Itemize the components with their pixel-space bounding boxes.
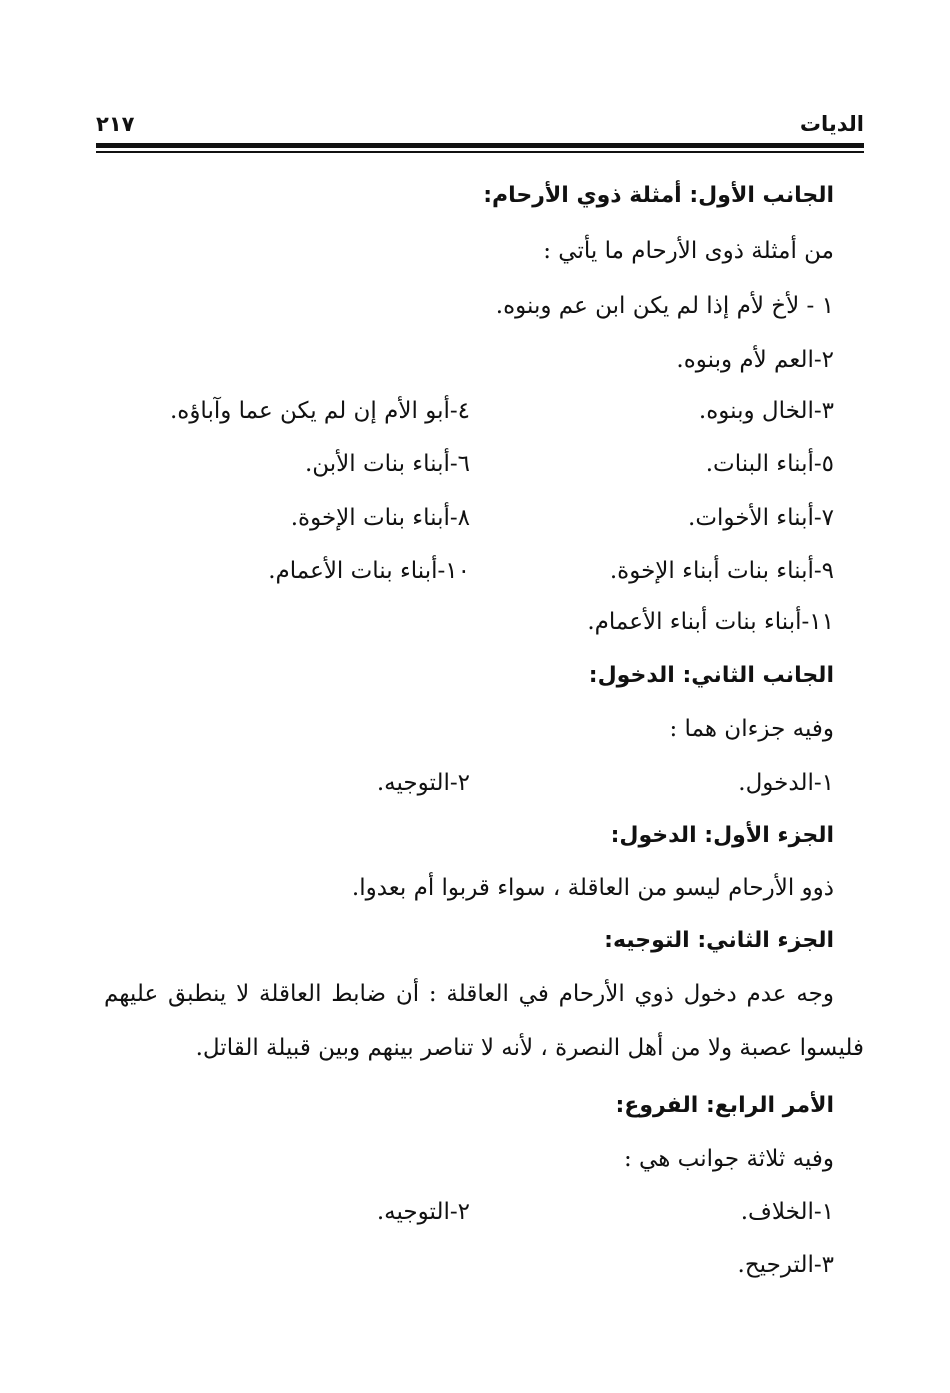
list-item-4: ٤-أبو الأم إن لم يكن عما وآباؤه. [169,398,470,424]
list-item-1: ١ - لأخ لأم إذا لم يكن ابن عم وبنوه. [495,293,834,319]
list-item-3: ٣-الخال وبنوه. [698,398,834,424]
subsection-heading-part-one: الجزء الأول: الدخول: [610,823,834,848]
intro-line: من أمثلة ذوى الأرحام ما يأتي : [543,238,834,264]
chapter-title: الديات [799,112,864,136]
branch-item-3: ٣-الترجيح. [737,1252,834,1278]
list-item-5: ٥-أبناء البنات. [705,451,834,477]
intro-line-parts: وفيه جزءان هما : [669,716,834,742]
part-item-2: ٢-التوجيه. [376,770,470,796]
page-number: ٢١٧ [96,112,135,136]
running-head [96,112,864,142]
branch-item-2: ٢-التوجيه. [376,1199,470,1225]
section-heading-fourth-matter: الأمر الرابع: الفروع: [615,1093,834,1118]
list-item-2: ٢-العم لأم وبنوه. [676,347,834,373]
branch-item-1: ١-الخلاف. [740,1199,834,1225]
part-item-1: ١-الدخول. [738,770,834,796]
paragraph-justification-line-1: وجه عدم دخول ذوي الأرحام في العاقلة : أن ضابط العاقلة لا ينطبق عليهم [104,981,834,1007]
list-item-9: ٩-أبناء بنات أبناء الإخوة. [609,558,834,584]
list-item-6: ٦-أبناء بنات الأبن. [304,451,470,477]
subsection-heading-part-two: الجزء الثاني: التوجيه: [604,928,834,953]
section-heading-first-aspect: الجانب الأول: أمثلة ذوي الأرحام: [483,183,834,208]
list-item-8: ٨-أبناء بنات الإخوة. [290,505,470,531]
list-item-11: ١١-أبناء بنات أبناء الأعمام. [587,609,834,635]
paragraph-justification-line-2: فليسوا عصبة ولا من أهل النصرة ، لأنه لا تناصر بينهم وبين قبيلة القاتل. [195,1035,864,1061]
list-item-10: ١٠-أبناء بنات الأعمام. [268,558,470,584]
intro-line-branches: وفيه ثلاثة جوانب هي : [624,1146,834,1172]
header-rule-thick [96,143,864,148]
paragraph-inclusion: ذوو الأرحام ليسو من العاقلة ، سواء قربوا أم بعدوا. [351,875,834,901]
section-heading-second-aspect: الجانب الثاني: الدخول: [588,663,834,688]
header-rule-thin [96,151,864,153]
list-item-7: ٧-أبناء الأخوات. [688,505,834,531]
